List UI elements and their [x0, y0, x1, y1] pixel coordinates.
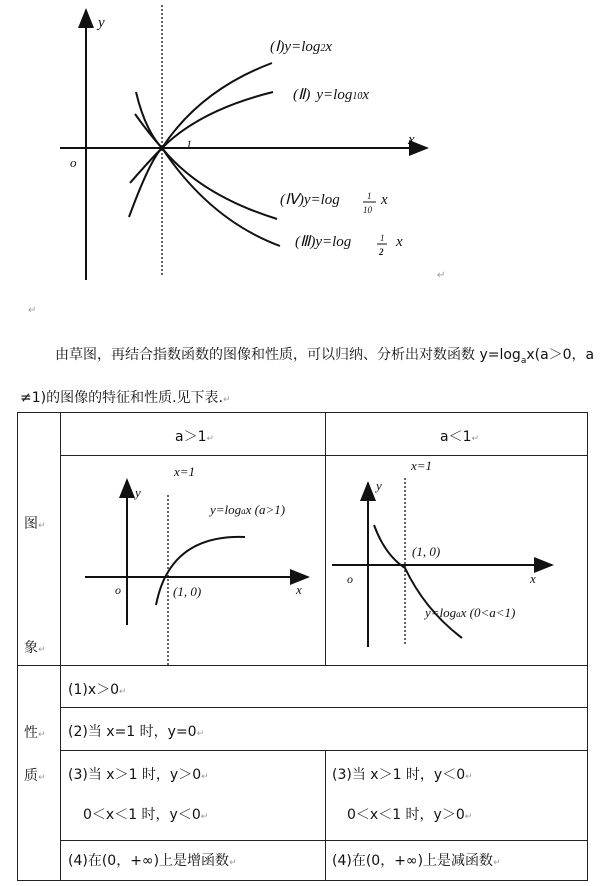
tick-one: 1	[186, 137, 192, 151]
paragraph-line-1: 由草图，再结合指数函数的图像和性质，可以归纳、分析出对数函数 $y=\log_ax(a>0$，a	[55, 347, 595, 366]
frac-den-3: 2	[379, 247, 384, 257]
prop-monotonic-right: (4)在(0，+∞)上是减函数 ↵	[332, 850, 501, 870]
label-curve-2: (Ⅱ) y=log10x	[293, 87, 369, 103]
frac-den-4: 10	[363, 205, 372, 215]
row-label-props-2: 质 ↵	[24, 765, 46, 785]
var-3: x	[396, 234, 403, 250]
left-x-label: x	[296, 582, 302, 597]
header-a-less-1: a＜1 ↵	[440, 426, 479, 446]
paragraph-line-2: ≠1)的图像的特征和性质.见下表. ↵	[20, 387, 231, 407]
row-label-props-1: 性 ↵	[24, 722, 46, 742]
left-origin: o	[115, 583, 121, 597]
document-page: y x o 1 (Ⅰ)y=log2x (Ⅱ) y=log10x (Ⅳ)y=log 1 10 x (Ⅲ)y=log 1 2 x ↵ ↵ 由草图，再结合指数函数的图像和性质，可以归纳、分析出对数函数 $y=\log_ax(a>0$，a ≠1)的图像的特征和性质.见下表. ↵ a＞1 ↵ a＜1 ↵ 图 ↵ 象 ↵ 性 ↵ 质 ↵ (1)x＞0 ↵ (2)当 x=1 时，y=0 ↵ (3)当 x＞1 时，y＞0 ↵ 0＜x＜1 时，y＜0 ↵ (3)当 x＞1 时，y＜0 ↵ 0＜x＜1 时，y＞0 ↵ (4)在(0，+∞)上是增函数 ↵ (4)在(0，+∞)上是减函数 ↵ x=1 y y=logax (a>1) o (1, 0) x x=1 y (1, 0) o x y=logax (0<a<1)	[0, 0, 612, 886]
right-y-label: y	[376, 478, 382, 493]
left-asymptote-label: x=1	[174, 464, 196, 479]
frac-num-3: 1	[380, 233, 385, 243]
label-curve-3: (Ⅲ)y=log	[295, 234, 352, 250]
row-label-image-2: 象 ↵	[24, 637, 46, 657]
row-label-image-1: 图 ↵	[24, 513, 46, 533]
prop-domain: (1)x＞0 ↵	[68, 679, 127, 699]
right-asymptote-label: x=1	[411, 458, 433, 473]
label-curve-1: (Ⅰ)y=log2x	[270, 39, 333, 55]
left-y-label: y	[135, 485, 141, 500]
label-curve-4: (Ⅳ)y=log	[280, 192, 340, 208]
frac-num-4: 1	[367, 191, 372, 201]
right-x-label: x	[530, 571, 536, 586]
right-origin: o	[347, 572, 353, 586]
right-curve-label: y=logax (0<a<1)	[425, 605, 516, 620]
y-axis-label: y	[98, 15, 105, 31]
left-point-label: (1, 0)	[173, 584, 202, 599]
var-4: x	[381, 192, 388, 208]
prop-sign-right-b: 0＜x＜1 时，y＞0 ↵	[347, 804, 472, 824]
right-curve	[374, 525, 462, 638]
x-axis-label: x	[408, 132, 415, 148]
prop-sign-right-a: (3)当 x＞1 时，y＜0 ↵	[332, 764, 473, 784]
prop-sign-left-b: 0＜x＜1 时，y＜0 ↵	[83, 804, 208, 824]
left-curve-label: y=logax (a>1)	[210, 502, 286, 517]
prop-sign-left-a: (3)当 x＞1 时，y＞0 ↵	[68, 764, 209, 784]
origin-label: o	[70, 155, 77, 170]
right-point-label: (1, 0)	[412, 544, 441, 559]
prop-fixed-point: (2)当 x=1 时，y=0 ↵	[68, 721, 204, 741]
prop-monotonic-left: (4)在(0，+∞)上是增函数 ↵	[68, 850, 237, 870]
header-a-greater-1: a＞1 ↵	[175, 426, 214, 446]
